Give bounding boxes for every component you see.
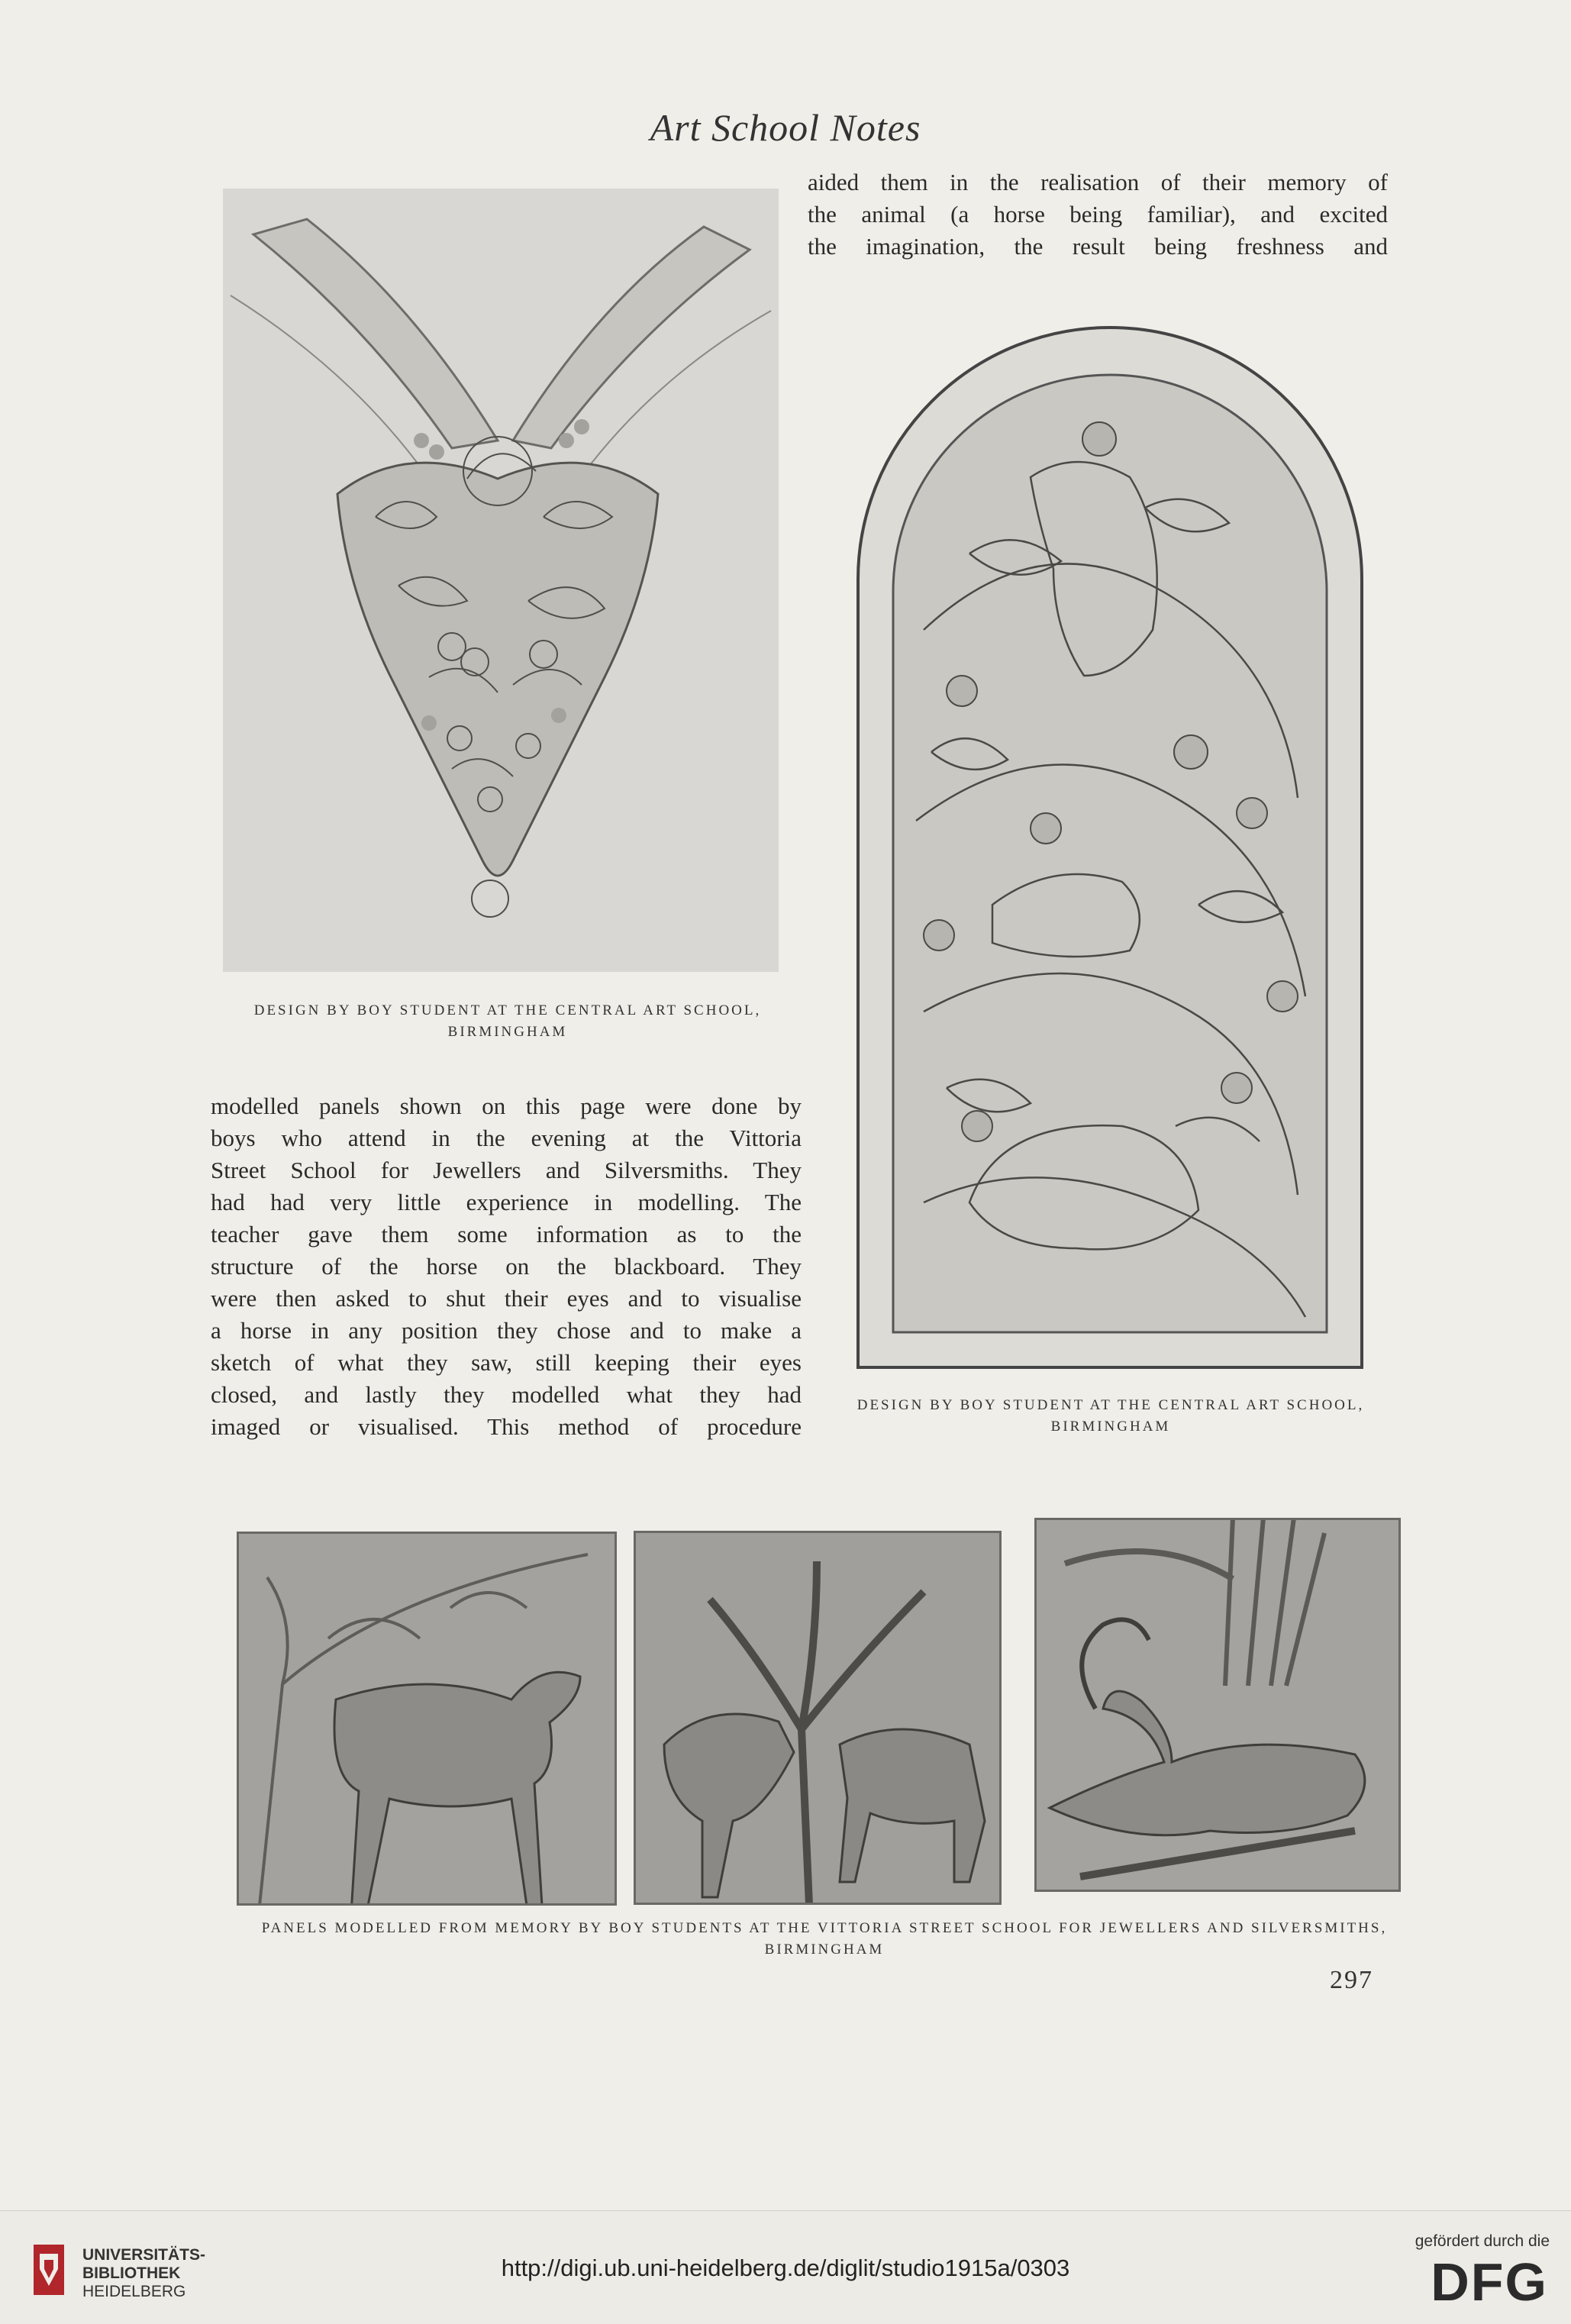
funded-by-label: gefördert durch die (1415, 2232, 1550, 2250)
text-line: imaged or visualised. This method of procedure (211, 1413, 802, 1440)
text-line: teacher gave them some information as to the (211, 1221, 802, 1248)
pendant-design-illustration (223, 189, 779, 972)
text-line: modelled panels shown on this page were done by (211, 1093, 802, 1119)
text-line: boys who attend in the evening at the Vittoria (211, 1125, 802, 1151)
body-text-top-right (808, 166, 1388, 263)
modelled-panels-caption: PANELS MODELLED FROM MEMORY BY BOY STUDENTS AT THE VITTORIA STREET SCHOOL FOR JEWELLERS AND SILVERSMITHS, BIRMINGHAM (261, 1920, 1388, 1958)
text-line: Street School for Jewellers and Silversmiths. They (211, 1157, 802, 1183)
text-line: sketch of what they saw, still keeping their eyes (211, 1349, 802, 1376)
relief-panel-horse-under-tree (237, 1532, 617, 1906)
pendant-design-caption: DESIGN BY BOY STUDENT AT THE CENTRAL ART SCHOOL, BIRMINGHAM (253, 1002, 762, 1040)
page-number: 297 (1330, 1966, 1373, 1994)
text-line: were then asked to shut their eyes and to visualise (211, 1285, 802, 1312)
library-name-line: BIBLIOTHEK (82, 2264, 181, 2282)
relief-panel-horses-with-tree (634, 1531, 1002, 1905)
arched-panel-design-caption: DESIGN BY BOY STUDENT AT THE CENTRAL ART SCHOOL, BIRMINGHAM (856, 1397, 1365, 1435)
library-name-line: UNIVERSITÄTS- (82, 2246, 206, 2264)
text-line: the imagination, the result being freshness and (808, 233, 1388, 260)
text-line: closed, and lastly they modelled what they had (211, 1381, 802, 1408)
text-line: aided them in the realisation of their memory of (808, 169, 1388, 195)
text-line: a horse in any position they chose and to make a (211, 1317, 802, 1344)
library-name-line: HEIDELBERG (82, 2283, 186, 2300)
arched-panel-design-illustration (855, 324, 1365, 1370)
permalink-url[interactable]: http://digi.ub.uni-heidelberg.de/diglit/studio1915a/0303 (501, 2255, 1070, 2281)
digitization-footer (0, 2210, 1571, 2324)
running-head: Art School Notes (650, 106, 921, 149)
text-line: the animal (a horse being familiar), and excited (808, 201, 1388, 228)
body-text-left-column (211, 1090, 802, 1443)
text-line: structure of the horse on the blackboard. They (211, 1253, 802, 1280)
relief-panel-resting-ibex (1034, 1518, 1401, 1892)
text-line: had had very little experience in modelling. The (211, 1189, 802, 1215)
dfg-logo: DFG (1431, 2252, 1548, 2312)
